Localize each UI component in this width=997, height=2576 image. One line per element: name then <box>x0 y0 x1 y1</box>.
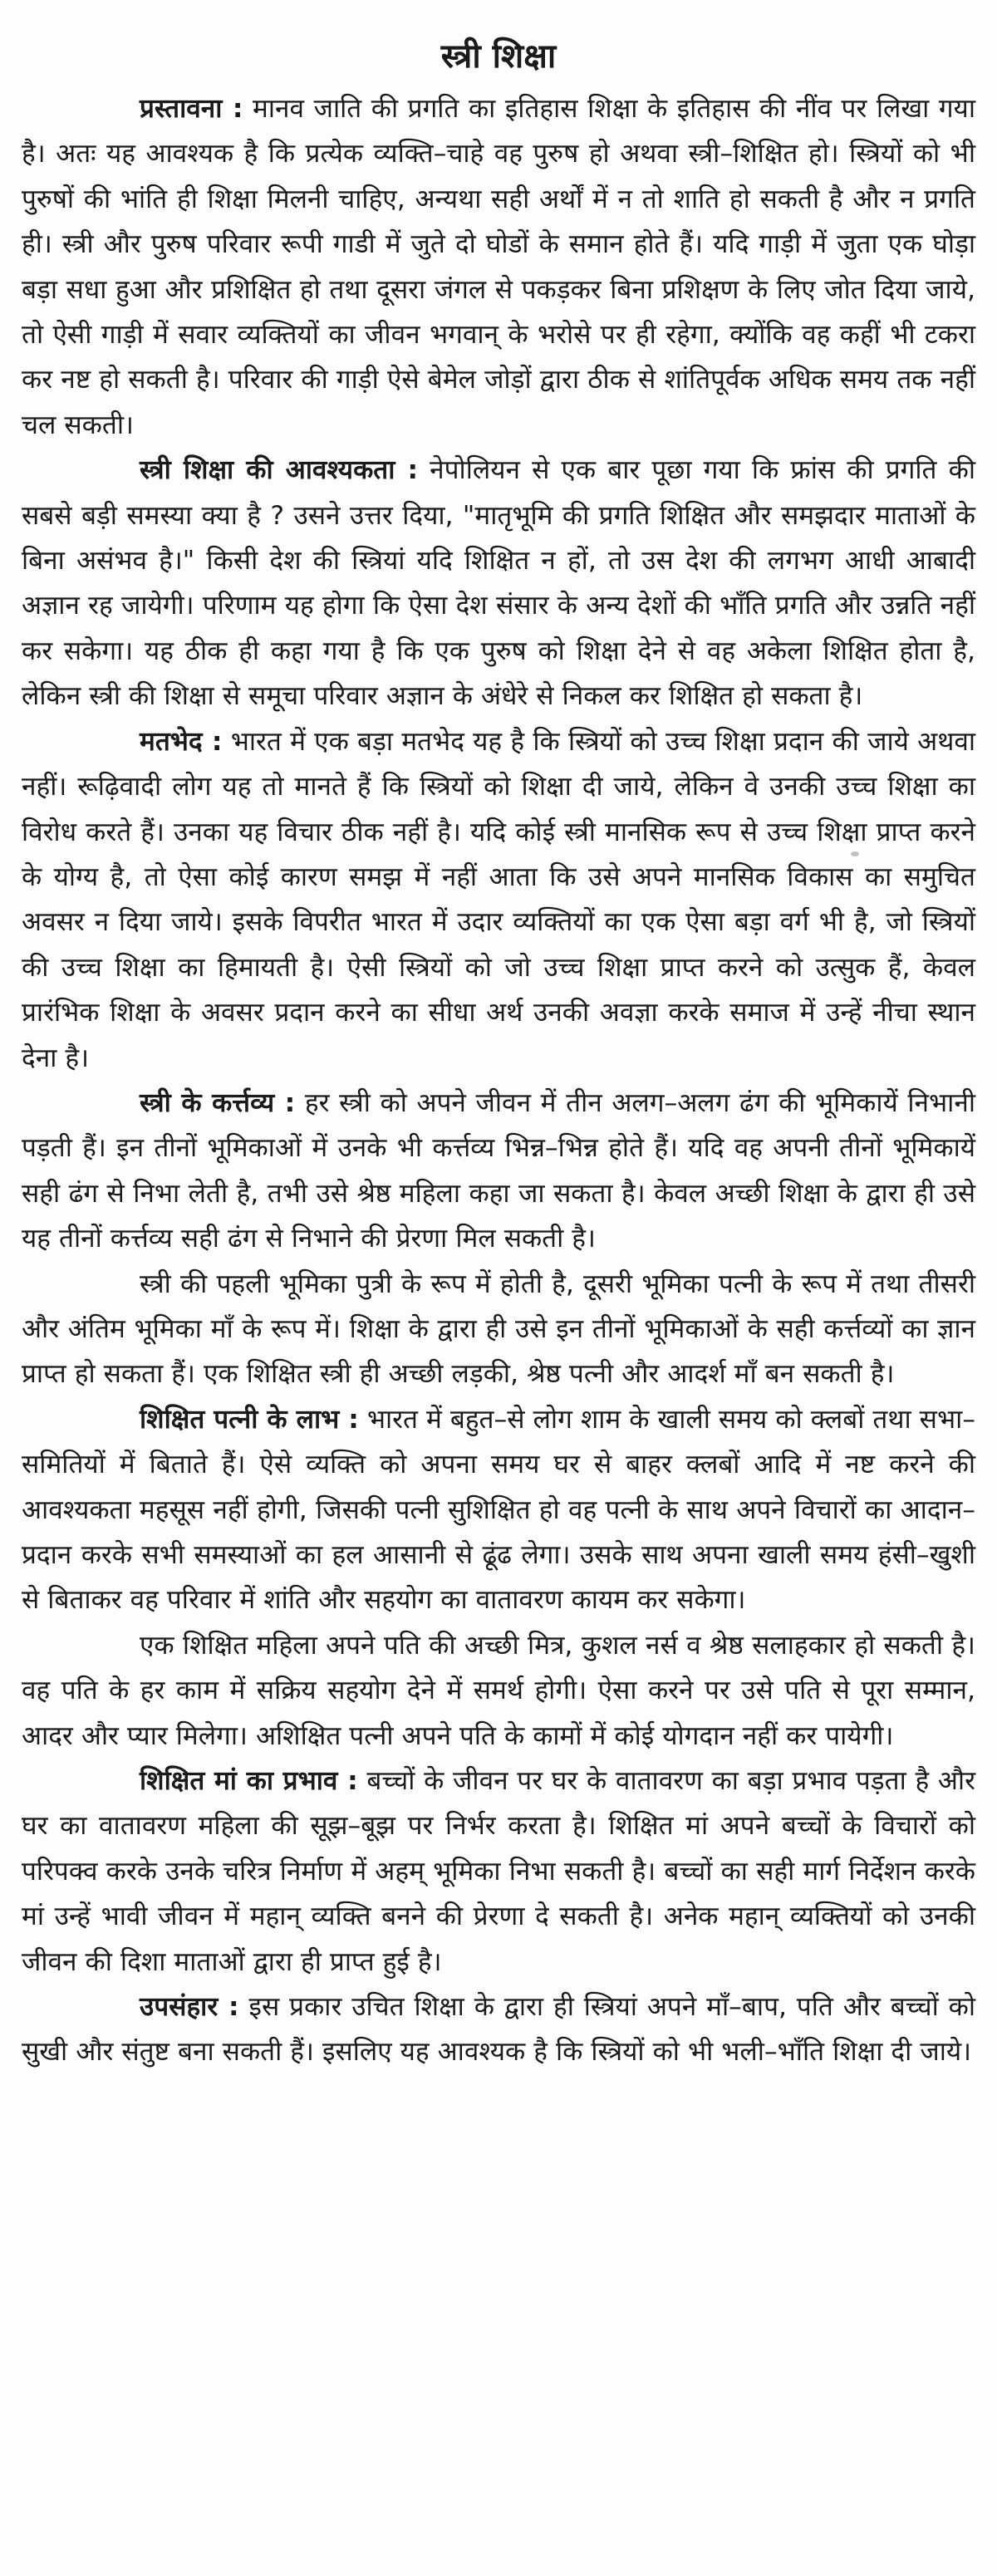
text-need: नेपोलियन से एक बार पूछा गया कि फ्रांस की प्रगति की सबसे बड़ी समस्या क्या है ? उसने उत्तर दिया, "मातृभूमि की प्रगति शिक्षित और समझदार माताओं के बिना असंभव है।" किसी देश की स्त्रियां यदि शिक्षित न हों, तो उस देश की लगभग आधी आबादी अज्ञान रह जायेगी। परिणाम यह होगा कि ऐसा देश संसार के अन्य देशों की भाँति प्रगति और उन्नति नहीं कर सकेगा। यह ठीक ही कहा गया है कि एक पुरुष को शिक्षा देने से वह अकेला शिक्षित होता है, लेकिन स्त्री की शिक्षा से समूचा परिवार अज्ञान के अंधेरे से निकल कर शिक्षित हो सकता है। <box>22 455 975 712</box>
text-educated-wife: भारत में बहुत–से लोग शाम के खाली समय को क्लबों तथा सभा–समितियों में बिताते हैं। ऐसे व्यक्ति को अपना समय घर से बाहर क्लबों आदि में नष्ट करने की आवश्यकता महसूस नहीं होगी, जिसकी पत्नी सुशिक्षित हो वह पत्नी के साथ अपने विचारों का आदान–प्रदान करके सभी समस्याओं का हल आसानी से ढूंढ लेगा। उसके साथ अपना खाली समय हंसी–खुशी से बिताकर वह परिवार में शांति और सहयोग का वातावरण कायम कर सकेगा। <box>22 1404 976 1616</box>
heading-conclusion: उपसंहार : <box>140 1992 239 2023</box>
heading-introduction: प्रस्तावना : <box>140 94 243 124</box>
heading-need: स्त्री शिक्षा की आवश्यकता : <box>140 455 419 486</box>
text-educated-mother: बच्चों के जीवन पर घर के वातावरण का बड़ा प्रभाव पड़ता है और घर का वातावरण महिला की सूझ–बूझ पर निर्भर करता है। शिक्षित मां अपने बच्चों के विचारों को परिपक्व करके उनके चरित्र निर्माण में अहम् भूमिका निभा सकती है। बच्चों का सही मार्ग निर्देशन करके मां उन्हें भावी जीवन में महान् व्यक्ति बनने की प्रेरणा दे सकती है। अनेक महान् व्यक्तियों को उनकी जीवन की दिशा माताओं द्वारा ही प्राप्त हुई है। <box>22 1766 976 1977</box>
paragraph-introduction <box>22 86 975 448</box>
paragraph-disagreement <box>22 719 975 1081</box>
heading-disagreement: मतभेद : <box>140 726 223 757</box>
paragraph-conclusion <box>22 1985 975 2075</box>
text-duties: हर स्त्री को अपने जीवन में तीन अलग–अलग ढंग की भूमिकायें निभानी पड़ती हैं। इन तीनों भूमिकाओं में उनके भी कर्त्तव्य भिन्न–भिन्न होते हैं। यदि वह अपनी तीनों भूमिकायें सही ढंग से निभा लेती है, तभी उसे श्रेष्ठ महिला कहा जा सकता है। केवल अच्छी शिक्षा के द्वारा ही उसे यह तीनों कर्त्तव्य सही ढंग से निभाने की प्रेरणा मिल सकती है। <box>22 1087 975 1254</box>
paragraph-roles <box>22 1262 975 1397</box>
scan-speck <box>851 851 859 856</box>
text-disagreement: भारत में एक बड़ा मतभेद यह है कि स्त्रियों को उच्च शिक्षा प्रदान की जाये अथवा नहीं। रूढ़िवादी लोग यह तो मानते हैं कि स्त्रियों को शिक्षा दी जाये, लेकिन वे उनकी उच्च शिक्षा का विरोध करते हैं। उनका यह विचार ठीक नहीं है। यदि कोई स्त्री मानसिक रूप से उच्च शिक्षा प्राप्त करने के योग्य है, तो ऐसा कोई कारण समझ में नहीं आता कि उसे अपने मानसिक विकास का समुचित अवसर न दिया जाये। इसके विपरीत भारत में उदार व्यक्तियों का एक ऐसा बड़ा वर्ग भी है, जो स्त्रियों की उच्च शिक्षा का हिमायती है। ऐसी स्त्रियों को जो उच्च शिक्षा प्राप्त करने को उत्सुक हैं, केवल प्रारंभिक शिक्षा के अवसर प्रदान करने का सीधा अर्थ उनकी अवज्ञा करके समाज में उन्हें नीचा स्थान देना है। <box>22 726 976 1073</box>
text-good-companion: एक शिक्षित महिला अपने पति की अच्छी मित्र, कुशल नर्स व श्रेष्ठ सलाहकार हो सकती है। वह पति के हर काम में सक्रिय सहयोग देने में समर्थ होगी। ऐसा करने पर उसे पति से पूरा सम्मान, आदर और प्यार मिलेगा। अशिक्षित पत्नी अपने पति के कामों में कोई योगदान नहीं कर पायेगी। <box>22 1630 975 1751</box>
essay-body <box>22 86 975 2075</box>
paragraph-educated-mother <box>22 1759 975 1985</box>
heading-educated-wife: शिक्षित पत्नी के लाभ : <box>140 1404 359 1435</box>
page-title: स्त्री शिक्षा <box>440 37 557 76</box>
text-introduction: मानव जाति की प्रगति का इतिहास शिक्षा के इतिहास की नींव पर लिखा गया है। अतः यह आवश्यक है कि प्रत्येक व्यक्ति–चाहे वह पुरुष हो अथवा स्त्री–शिक्षित हो। स्त्रियों को भी पुरुषों की भांति ही शिक्षा मिलनी चाहिए, अन्यथा सही अर्थों में न तो शाति हो सकती है और न प्रगति ही। स्त्री और पुरुष परिवार रूपी गाडी में जुते दो घोडों के समान होते हैं। यदि गाड़ी में जुता एक घोड़ा बड़ा सधा हुआ और प्रशिक्षित हो तथा दूसरा जंगल से पकड़कर बिना प्रशिक्षण के लिए जोत दिया जाये, तो ऐसी गाड़ी में सवार व्यक्तियों का जीवन भगवान् के भरोसे पर ही रहेगा, क्योंकि वह कहीं भी टकरा कर नष्ट हो सकती है। परिवार की गाड़ी ऐसे बेमेल जोड़ों द्वारा ठीक से शांतिपूर्वक अधिक समय तक नहीं चल सकती। <box>22 94 975 440</box>
text-conclusion: इस प्रकार उचित शिक्षा के द्वारा ही स्त्रियां अपने माँ–बाप, पति और बच्चों को सुखी और संतुष्ट बना सकती हैं। इसलिए यह आवश्यक है कि स्त्रियों को भी भली–भाँति शिक्षा दी जाये। <box>22 1992 975 2068</box>
paragraph-educated-wife <box>22 1397 975 1623</box>
paragraph-need <box>22 448 975 719</box>
heading-educated-mother: शिक्षित मां का प्रभाव : <box>140 1766 358 1797</box>
paragraph-good-companion <box>22 1623 975 1759</box>
paragraph-duties <box>22 1081 975 1262</box>
heading-duties: स्त्री के कर्त्तव्य : <box>140 1087 296 1118</box>
text-roles: स्त्री की पहली भूमिका पुत्री के रूप में होती है, दूसरी भूमिका पत्नी के रूप में तथा तीसरी और अंतिम भूमिका माँ के रूप में। शिक्षा के द्वारा ही उसे इन तीनों भूमिकाओं के सही कर्त्तव्यों का ज्ञान प्राप्त हो सकता हैं। एक शिक्षित स्त्री ही अच्छी लड़की, श्रेष्ठ पत्नी और आदर्श माँ बन सकती है। <box>22 1268 975 1390</box>
